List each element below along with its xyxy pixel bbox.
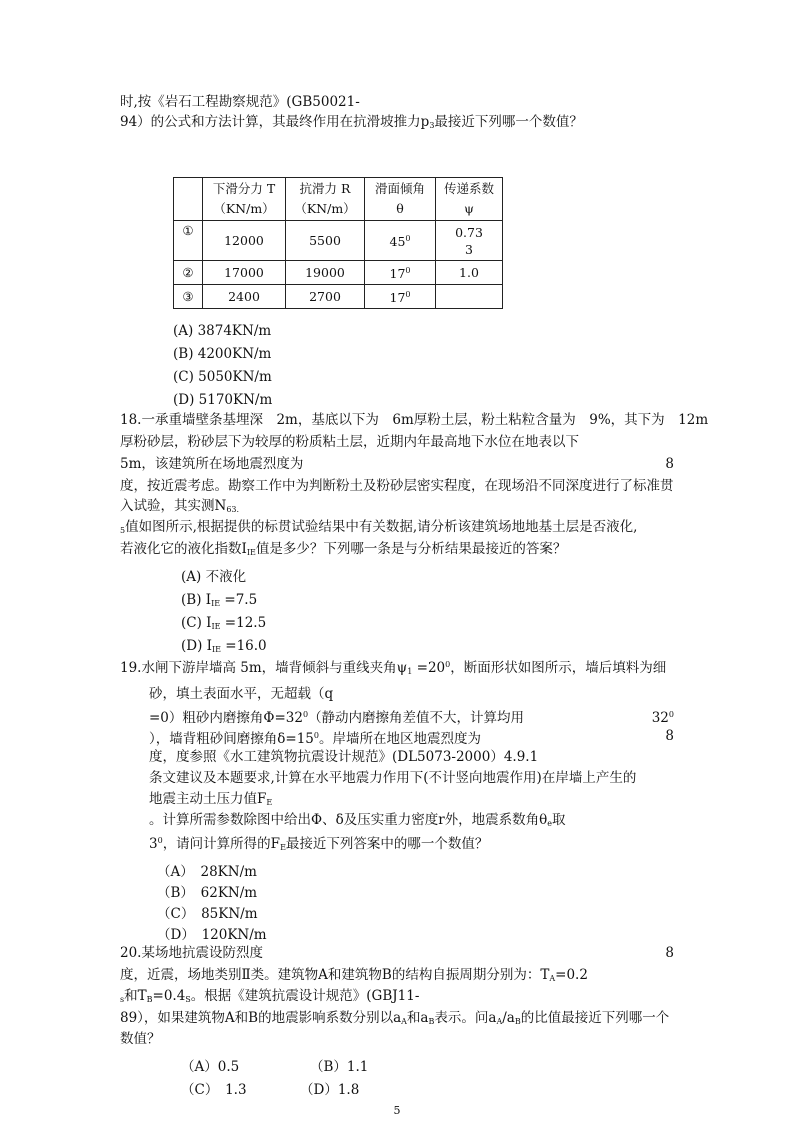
table-row [174, 261, 503, 285]
intro-line-1: 时,按《岩石工程勘察规范》(GB50021- [120, 94, 360, 110]
q19-option-a: （A） 28KN/m [157, 864, 257, 880]
q19-line-4: ），墙背粗砂间磨擦角$\delta=15^0$。岸墙所在地区地震烈度为 [149, 731, 481, 747]
q19-option-b: （B） 62KN/m [157, 885, 258, 901]
q20-line-1-right: 8 [665, 945, 674, 961]
row-t-value: 12000 [203, 221, 286, 261]
q20-option-a: （A）0.5 [181, 1059, 240, 1075]
intro-line-2: 94）的公式和方法计算，其最终作用在抗滑坡推力$p_3$最接近下列哪一个数值？ [120, 114, 583, 130]
q20-line-3: $_s$和$T_B=0.4_S$。根据《建筑抗震设计规范》(GBJ11- [120, 988, 420, 1004]
q18-option-b: (B) $I_{IE} =7.5$ [181, 592, 258, 608]
q19-option-c: （C） 85KN/m [157, 906, 258, 922]
q20-line-5: 数值？ [120, 1031, 161, 1047]
q19-line-2: 砂，填土表面水平，无超载（q [149, 686, 334, 702]
row-t-value: 17000 [203, 261, 286, 285]
table-header-cell: 下滑分力 T （KN/m） [203, 178, 286, 221]
q17-option-d: (D) 5170KN/m [173, 392, 273, 408]
row-number: ① [174, 221, 203, 261]
q20-option-c: （C） 1.3 [181, 1082, 247, 1098]
q19-line-5: 度，度参照《水工建筑物抗震设计规范》(DL5073-2000）4.9.1 [149, 749, 539, 765]
table-header-cell: 滑面倾角 θ [365, 178, 436, 221]
q18-line-3: 5m，该建筑所在场地震烈度为 [120, 456, 304, 472]
page-number: 5 [393, 1104, 401, 1117]
q19-option-d: （D） 120KN/m [157, 927, 267, 943]
row-r-value: 2700 [286, 285, 365, 309]
q17-option-b: (B) 4200KN/m [173, 346, 272, 362]
row-number: ② [174, 261, 203, 285]
row-r-value: 5500 [286, 221, 365, 261]
q18-option-a: (A) 不液化 [181, 569, 247, 585]
q18-line-7: 若液化它的液化指数$I_{IE}$值是多少？下列哪一条是与分析结果最接近的答案？ [120, 541, 567, 557]
row-angle-value: $17^0$ [365, 285, 436, 309]
table-header-cell: 传递系数 ψ [436, 178, 503, 221]
row-angle-value: $17^0$ [365, 261, 436, 285]
q19-line-6: 条文建议及本题要求,计算在水平地震力作用下(不计竖向地震作用)在岸墙上产生的 [149, 770, 637, 786]
row-r-value: 19000 [286, 261, 365, 285]
q20-option-d: （D）1.8 [300, 1082, 360, 1098]
row-t-value: 2400 [203, 285, 286, 309]
q19-line-1: 19.水闸下游岸墙高 5m，墙背倾斜与重线夹角$\psi_1 =20^0$，断面形状如图所示，墙后填料为细 [120, 660, 667, 676]
q18-line-3-right: 8 [665, 456, 674, 472]
q20-line-4: 89），如果建筑物A和B的地震影响系数分别以$a_A$和$a_B$表示。问$a_A/a_B$的比值最接近下列哪一个 [120, 1010, 670, 1026]
q19-line-8: 。计算所需参数除图中给出Φ、δ及压实重力密度r外，地震系数角$\theta_e$取 [149, 812, 566, 828]
q18-option-c: (C) $I_{IE} =12.5$ [181, 615, 267, 631]
q19-line-3: =0）粗砂内磨擦角$\Phi=32^0$（静动内磨擦角差值不大，计算均用 [149, 710, 525, 726]
q17-option-c: (C) 5050KN/m [173, 369, 272, 385]
q19-line-9: $3^0$，请问计算所得的$F_E$最接近下列答案中的哪一个数值？ [149, 836, 489, 852]
table-row [174, 285, 503, 309]
row-angle-value: $45^0$ [365, 221, 436, 261]
slope-table [173, 177, 503, 309]
q20-line-2: 度，近震，场地类别Ⅱ类。建筑物A和建筑物B的结构自振周期分别为：$T_A=0.2$ [120, 967, 588, 983]
row-psi-value: 0.73 3 [436, 221, 503, 261]
q18-line-6: $_5$值如图所示,根据提供的标贯试验结果中有关数据,请分析该建筑场地地基土层是否液化, [120, 519, 638, 535]
q17-option-a: (A) 3874KN/m [173, 323, 272, 339]
table-row [174, 221, 503, 261]
row-psi-value [436, 285, 503, 309]
q18-line-2: 厚粉砂层，粉砂层下为较厚的粉质粘土层，近期内年最高地下水位在地表以下 [120, 434, 579, 450]
table-corner-cell [174, 178, 203, 221]
q19-line-3-right: $32^0$ [651, 710, 674, 726]
q19-line-7: 地震主动土压力值$F_E$ [149, 791, 273, 807]
q19-line-4-right: 8 [665, 728, 674, 744]
q20-option-b: （B）1.1 [310, 1059, 369, 1075]
row-psi-value: 1.0 [436, 261, 503, 285]
q18-option-d: (D) $I_{IE} =16.0$ [181, 638, 267, 654]
table-header-cell: 抗滑力 R （KN/m） [286, 178, 365, 221]
q18-line-1: 18.一承重墙壁条基埋深 2m，基底以下为 6m厚粉土层，粉土粘粒含量为 9%，其下为 12m [120, 412, 709, 428]
q18-line-4: 度，按近震考虑。勘察工作中为判断粉土及粉砂层密实程度，在现场沿不同深度进行了标准贯 [120, 478, 674, 494]
q20-line-1: 20.某场地抗震设防烈度 [120, 945, 263, 961]
table-header-row [174, 178, 503, 221]
q18-line-5: 入试验，其实测$N_{63.}$ [120, 498, 240, 514]
row-number: ③ [174, 285, 203, 309]
